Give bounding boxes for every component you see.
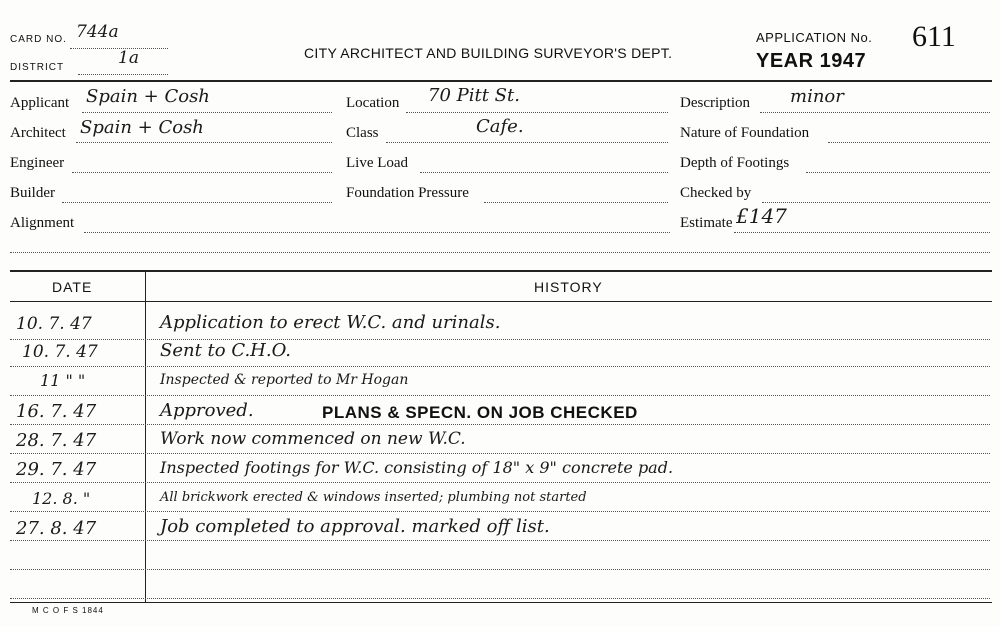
checked-by-line	[762, 202, 990, 203]
table-header-rule	[10, 301, 992, 302]
row-history: Job completed to approval. marked off list.	[160, 516, 550, 537]
row-history: All brickwork erected & windows inserted; plumbing not started	[160, 490, 587, 505]
class-label: Class	[346, 125, 379, 141]
card-no-label: CARD NO.	[10, 34, 67, 45]
year-label: YEAR 1947	[756, 50, 867, 72]
row-rule	[10, 482, 990, 483]
row-history: Inspected footings for W.C. consisting of 18" x 9" concrete pad.	[160, 458, 674, 477]
card-no-value: 744a	[76, 22, 119, 42]
depth-of-footings-label: Depth of Footings	[680, 155, 790, 171]
live-load-label: Live Load	[346, 155, 409, 171]
form-code: M C O F S 1844	[32, 606, 104, 615]
row-rule	[10, 395, 990, 396]
engineer-line	[72, 172, 332, 173]
row-rule	[10, 366, 990, 367]
builder-label: Builder	[10, 185, 55, 201]
table-bottom-rule	[10, 602, 992, 603]
nature-of-foundation-line	[828, 142, 990, 143]
row-date: 10. 7. 47	[22, 342, 98, 362]
applicant-label: Applicant	[10, 95, 70, 111]
location-value: 70 Pitt St.	[428, 85, 520, 106]
application-no-value: 611	[912, 20, 956, 53]
district-label: DISTRICT	[10, 62, 65, 73]
district-value: 1a	[118, 48, 139, 68]
row-rule	[10, 569, 990, 570]
row-date: 12. 8. "	[32, 489, 91, 508]
alignment-label: Alignment	[10, 215, 75, 231]
depth-of-footings-line	[806, 172, 990, 173]
description-line	[760, 112, 990, 113]
row-rule	[10, 511, 990, 512]
date-column-header: DATE	[52, 279, 93, 295]
row-rule	[10, 598, 990, 599]
live-load-line	[420, 172, 668, 173]
row-rule	[10, 540, 990, 541]
class-value: Cafe.	[476, 116, 524, 137]
estimate-label: Estimate	[680, 215, 733, 231]
applicant-line	[82, 112, 332, 113]
engineer-label: Engineer	[10, 155, 65, 171]
plans-checked-stamp: PLANS & SPECN. ON JOB CHECKED	[322, 403, 638, 422]
spare-line	[10, 252, 990, 253]
foundation-pressure-line	[484, 202, 668, 203]
application-no-label: APPLICATION No.	[756, 30, 873, 45]
architect-value: Spain + Cosh	[80, 117, 204, 138]
builder-line	[62, 202, 332, 203]
location-line	[406, 112, 668, 113]
checked-by-label: Checked by	[680, 185, 752, 201]
class-line	[386, 142, 668, 143]
estimate-line	[734, 232, 990, 233]
foundation-pressure-label: Foundation Pressure	[346, 185, 469, 201]
table-top-rule	[10, 270, 992, 272]
description-value: minor	[790, 86, 844, 107]
estimate-value: £147	[736, 204, 787, 228]
history-column-header: HISTORY	[534, 279, 603, 295]
row-date: 16. 7. 47	[16, 401, 97, 422]
row-rule	[10, 424, 990, 425]
architect-line	[76, 142, 332, 143]
header-divider	[10, 80, 992, 82]
nature-of-foundation-label: Nature of Foundation	[680, 125, 810, 141]
department-title: CITY ARCHITECT AND BUILDING SURVEYOR'S DEPT.	[304, 45, 673, 61]
row-date: 10. 7. 47	[16, 314, 92, 334]
row-history: Application to erect W.C. and urinals.	[160, 312, 501, 333]
alignment-line	[84, 232, 670, 233]
row-date: 11 " "	[40, 371, 86, 390]
row-history: Work now commenced on new W.C.	[160, 429, 466, 449]
row-date: 27. 8. 47	[16, 518, 97, 539]
district-line	[78, 74, 168, 75]
applicant-value: Spain + Cosh	[86, 86, 210, 107]
table-column-divider	[145, 270, 146, 602]
row-date: 28. 7. 47	[16, 430, 97, 451]
description-label: Description	[680, 95, 750, 111]
row-history: Sent to C.H.O.	[160, 340, 292, 361]
row-rule	[10, 453, 990, 454]
row-history: Approved.	[160, 400, 254, 421]
architect-label: Architect	[10, 125, 66, 141]
row-date: 29. 7. 47	[16, 459, 97, 480]
location-label: Location	[346, 95, 400, 111]
row-rule	[10, 339, 990, 340]
row-history: Inspected & reported to Mr Hogan	[160, 372, 409, 388]
